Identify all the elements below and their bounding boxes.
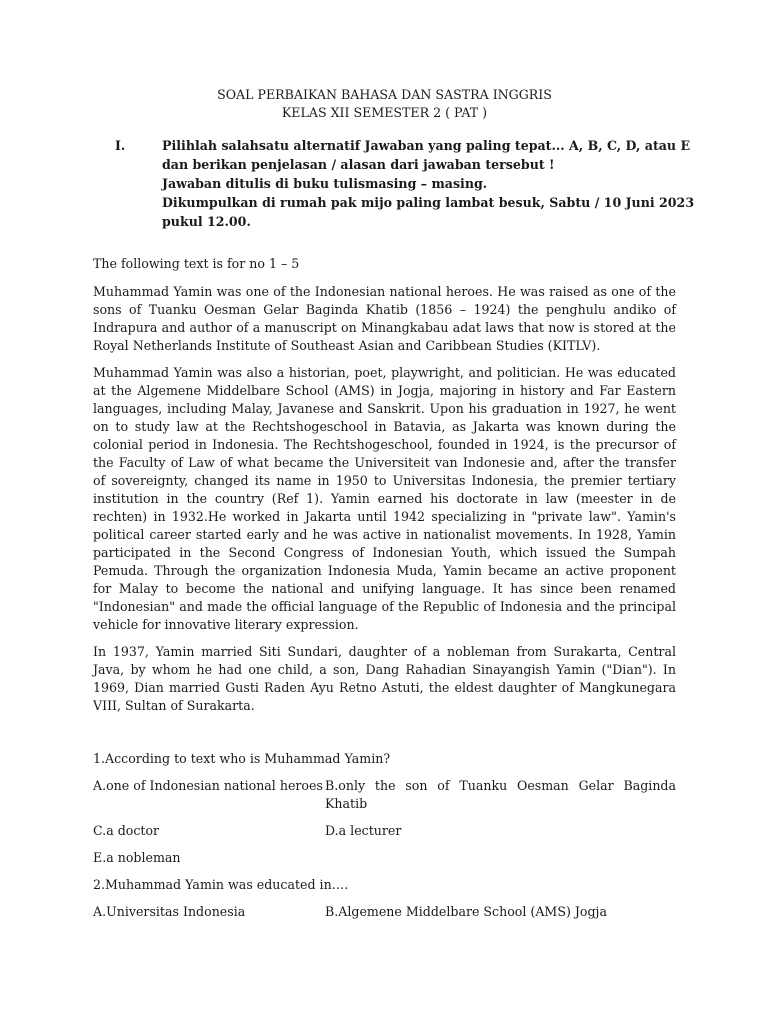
question-1-options — [93, 777, 676, 813]
instruction-line: Pilihlah salahsatu alternatif Jawaban yang paling tepat... A, B, C, D, atau E — [162, 138, 691, 153]
reading-paragraph-3: In 1937, Yamin married Siti Sundari, daughter of a nobleman from Surakarta, Central Java, by whom he had one child, a son, Dang Rahadian Sinayangish Yamin ("Dian"). In 1969, Dian married Gusti Raden Ayu Retno Astuti, the eldest daughter of Mangkunegara VIII, Sultan of Surakarta. — [93, 644, 676, 713]
title-line-1: SOAL PERBAIKAN BAHASA DAN SASTRA INGGRIS — [217, 87, 552, 102]
reading-paragraph-1: Muhammad Yamin was one of the Indonesian national heroes. He was raised as one of the sons of Tuanku Oesman Gelar Baginda Khatib (1856 – 1924) the penghulu andiko of Indrapura and author of a manuscript on Minangkabau adat laws that now is stored at the Royal Netherlands Institute of Southeast Asian and Caribbean Studies (KITLV). — [93, 284, 676, 353]
option-d: D.a lecturer — [325, 823, 402, 838]
instruction-block — [93, 136, 695, 231]
reading-lead: The following text is for no 1 – 5 — [93, 256, 300, 271]
instruction-text — [162, 136, 695, 231]
reading-paragraph-2: Muhammad Yamin was also a historian, poet, playwright, and politician. He was educated at the Algemene Middelbare School (AMS) in Jogja, majoring in history and Far Eastern languages, including Malay, Javanese and Sanskrit. Upon his graduation in 1927, he went on to study law at the Rechtshogeschool in Batavia, as Jakarta was known during the colonial period in Indonesia. The Rechtshogeschool, founded in 1924, is the precursor of the Faculty of Law of what became the Universiteit van Indonesie and, after the transfer of sovereignty, changed its name in 1950 to Universitas Indonesia, the premier tertiary institution in the country (Ref 1). Yamin earned his doctorate in law (meester in de rechten) in 1932.He worked in Jakarta until 1942 specializing in "private law". Yamin's political career started early and he was active in nationalist movements. In 1928, Yamin participated in the Second Congress of Indonesian Youth, which issued the Sumpah Pemuda. Through the organization Indonesia Muda, Yamin became an active proponent for Malay to become the national and unifying language. It has since been renamed "Indonesian" and made the official language of the Republic of Indonesia and the principal vehicle for innovative literary expression. — [93, 365, 676, 632]
instruction-line: pukul 12.00. — [162, 214, 251, 229]
document-title — [93, 86, 676, 122]
instruction-line: dan berikan penjelasan / alasan dari jawaban tersebut ! — [162, 157, 555, 172]
instruction-line: Jawaban ditulis di buku tulismasing – masing. — [162, 176, 488, 191]
question-2: 2.Muhammad Yamin was educated in…. — [93, 877, 349, 892]
title-line-2: KELAS XII SEMESTER 2 ( PAT ) — [281, 105, 488, 120]
option-b: B.Algemene Middelbare School (AMS) Jogja — [325, 904, 607, 919]
instruction-number: I. — [115, 138, 126, 153]
question-1-options-row3 — [93, 849, 676, 867]
question-1: 1.According to text who is Muhammad Yamin? — [93, 751, 391, 766]
question-1-options-row2 — [93, 822, 676, 840]
option-a: A.Universitas Indonesia — [93, 904, 246, 919]
question-2-options — [93, 903, 676, 921]
document-page — [93, 86, 695, 921]
option-e: E.a nobleman — [93, 850, 181, 865]
option-a: A.one of Indonesian national heroes — [93, 778, 323, 793]
instruction-line: Dikumpulkan di rumah pak mijo paling lambat besuk, Sabtu / 10 Juni 2023 — [162, 195, 695, 210]
option-c: C.a doctor — [93, 823, 160, 838]
option-b: B.only the son of Tuanku Oesman Gelar Baginda Khatib — [325, 778, 676, 811]
